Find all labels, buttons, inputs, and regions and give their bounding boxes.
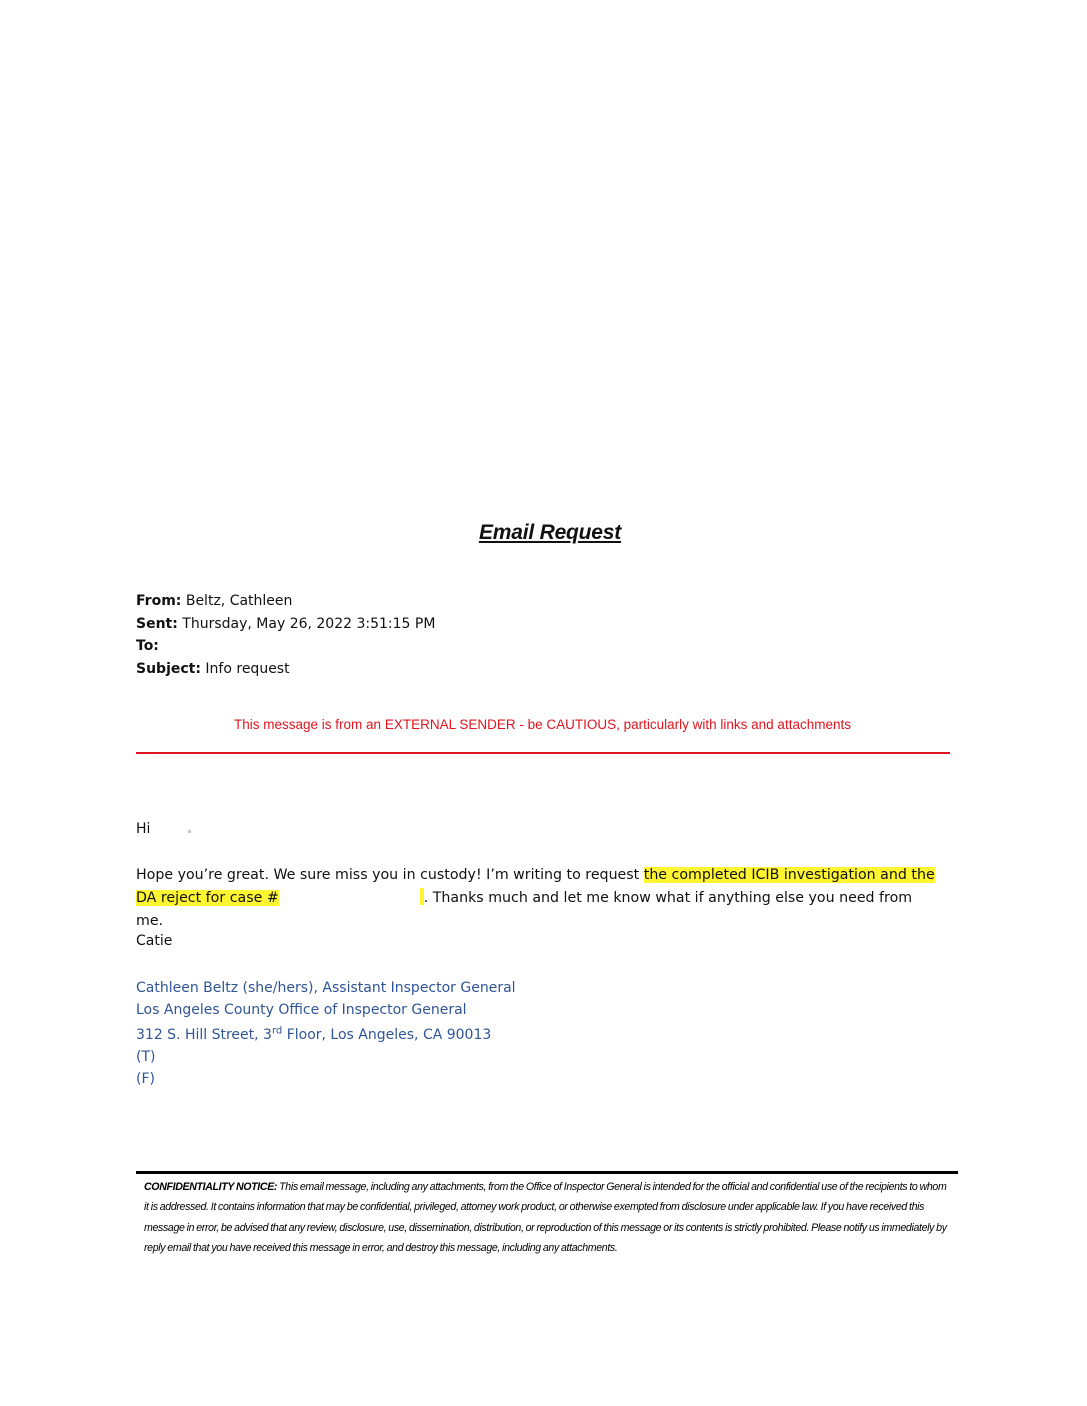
redaction-mark	[188, 830, 191, 833]
confidentiality-divider	[136, 1171, 958, 1174]
confidentiality-label: CONFIDENTIALITY NOTICE:	[144, 1181, 278, 1193]
sent-label: Sent:	[136, 615, 178, 632]
external-sender-warning: This message is from an EXTERNAL SENDER - be CAUTIOUS, particularly with links and attachments	[234, 717, 851, 732]
warning-divider	[136, 752, 950, 754]
greeting: Hi	[136, 821, 151, 837]
to-line	[136, 635, 435, 658]
confidentiality-notice	[144, 1177, 950, 1259]
signature-name-title: Cathleen Beltz (she/hers), Assistant Inspector General	[136, 980, 516, 996]
message-body	[136, 864, 936, 933]
sent-value: Thursday, May 26, 2022 3:51:15 PM	[182, 615, 436, 632]
signature-address	[136, 1024, 516, 1046]
redacted-case-number	[279, 887, 420, 902]
body-text-start: Hope you’re great. We sure miss you in custody! I’m writing to request	[136, 867, 644, 883]
signature-phone: (T)	[136, 1049, 156, 1065]
address-suffix: Floor, Los Angeles, CA 90013	[282, 1027, 492, 1043]
email-signature	[136, 977, 516, 1090]
from-value: Beltz, Cathleen	[185, 593, 293, 609]
signature-office: Los Angeles County Office of Inspector General	[136, 1002, 467, 1018]
page-title: Email Request	[478, 521, 622, 544]
subject-value: Info request	[205, 660, 290, 677]
address-prefix: 312 S. Hill Street, 3	[136, 1027, 272, 1043]
subject-line	[136, 658, 435, 681]
email-header	[136, 590, 435, 680]
subject-label: Subject:	[136, 660, 201, 677]
signature-fax: (F)	[136, 1071, 155, 1087]
to-label: To:	[136, 638, 159, 654]
address-superscript: rd	[271, 1025, 283, 1037]
body-period: .	[423, 890, 429, 906]
highlighted-request: the completed ICIB investigation and the DA reject for case #	[136, 867, 935, 906]
sent-line	[136, 613, 435, 636]
confidentiality-text: This email message, including any attachments, from the Office of Inspector General is intended for the official and confidential use of the recipients to whom it is addressed. It contains information that may be confidential, privileged, attorney work product, or otherwise exempted from disclosure under applicable law. If you have received this message in error, be advised that any review, disclosure, use, dissemination, distribution, or reproduction of this message or its contents is strictly prohibited. Please notify us immediately by reply email that you have received this message in error, and destroy this message, including any attachments.	[144, 1181, 947, 1255]
from-line	[136, 590, 435, 613]
from-label: From:	[136, 593, 182, 609]
signoff: Catie	[136, 933, 173, 949]
body-text-end: Thanks much and let me know what if anything else you need from me.	[136, 890, 913, 929]
